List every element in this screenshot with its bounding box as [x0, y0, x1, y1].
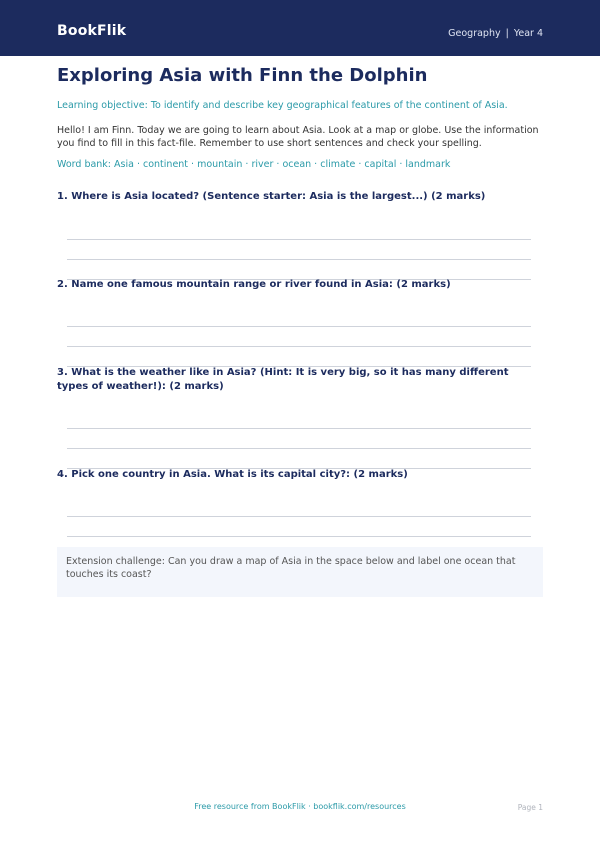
footer-resource-link[interactable]: Free resource from BookFlik · bookflik.com/resources	[194, 802, 406, 811]
meta-separator: |	[505, 28, 509, 39]
answer-line[interactable]	[67, 516, 531, 517]
answer-line[interactable]	[67, 326, 531, 327]
subject-label: Geography	[448, 28, 501, 39]
answer-line[interactable]	[67, 428, 531, 429]
year-label: Year 4	[513, 28, 543, 39]
answer-line[interactable]	[67, 536, 531, 537]
question-1: 1. Where is Asia located? (Sentence starter: Asia is the largest...) (2 marks)	[57, 191, 486, 202]
header-meta	[448, 28, 543, 39]
learning-objective: Learning objective: To identify and describe key geographical features of the continent of Asia.	[57, 100, 508, 111]
page-title: Exploring Asia with Finn the Dolphin	[57, 65, 428, 86]
answer-line[interactable]	[67, 259, 531, 260]
question-2: 2. Name one famous mountain range or river found in Asia: (2 marks)	[57, 279, 451, 290]
intro-paragraph: Hello! I am Finn. Today we are going to learn about Asia. Look at a map or globe. Use the information you find to fill in this fact-file. Remember to use short sentences and check your spelling.	[57, 125, 539, 149]
question-3: 3. What is the weather like in Asia? (Hint: It is very big, so it has many different types of weather!): (2 marks)	[57, 367, 509, 392]
page-number: Page 1	[517, 803, 543, 812]
question-4: 4. Pick one country in Asia. What is its capital city?: (2 marks)	[57, 469, 408, 480]
answer-line[interactable]	[67, 448, 531, 449]
extension-challenge-box	[57, 547, 543, 597]
answer-line[interactable]	[67, 346, 531, 347]
page-header	[0, 0, 600, 56]
extension-text: Extension challenge: Can you draw a map of Asia in the space below and label one ocean that touches its coast?	[66, 556, 516, 580]
word-bank: Word bank: Asia · continent · mountain · river · ocean · climate · capital · landmark	[57, 159, 451, 170]
brand-logo-text[interactable]: BookFlik	[57, 23, 127, 39]
answer-line[interactable]	[67, 239, 531, 240]
